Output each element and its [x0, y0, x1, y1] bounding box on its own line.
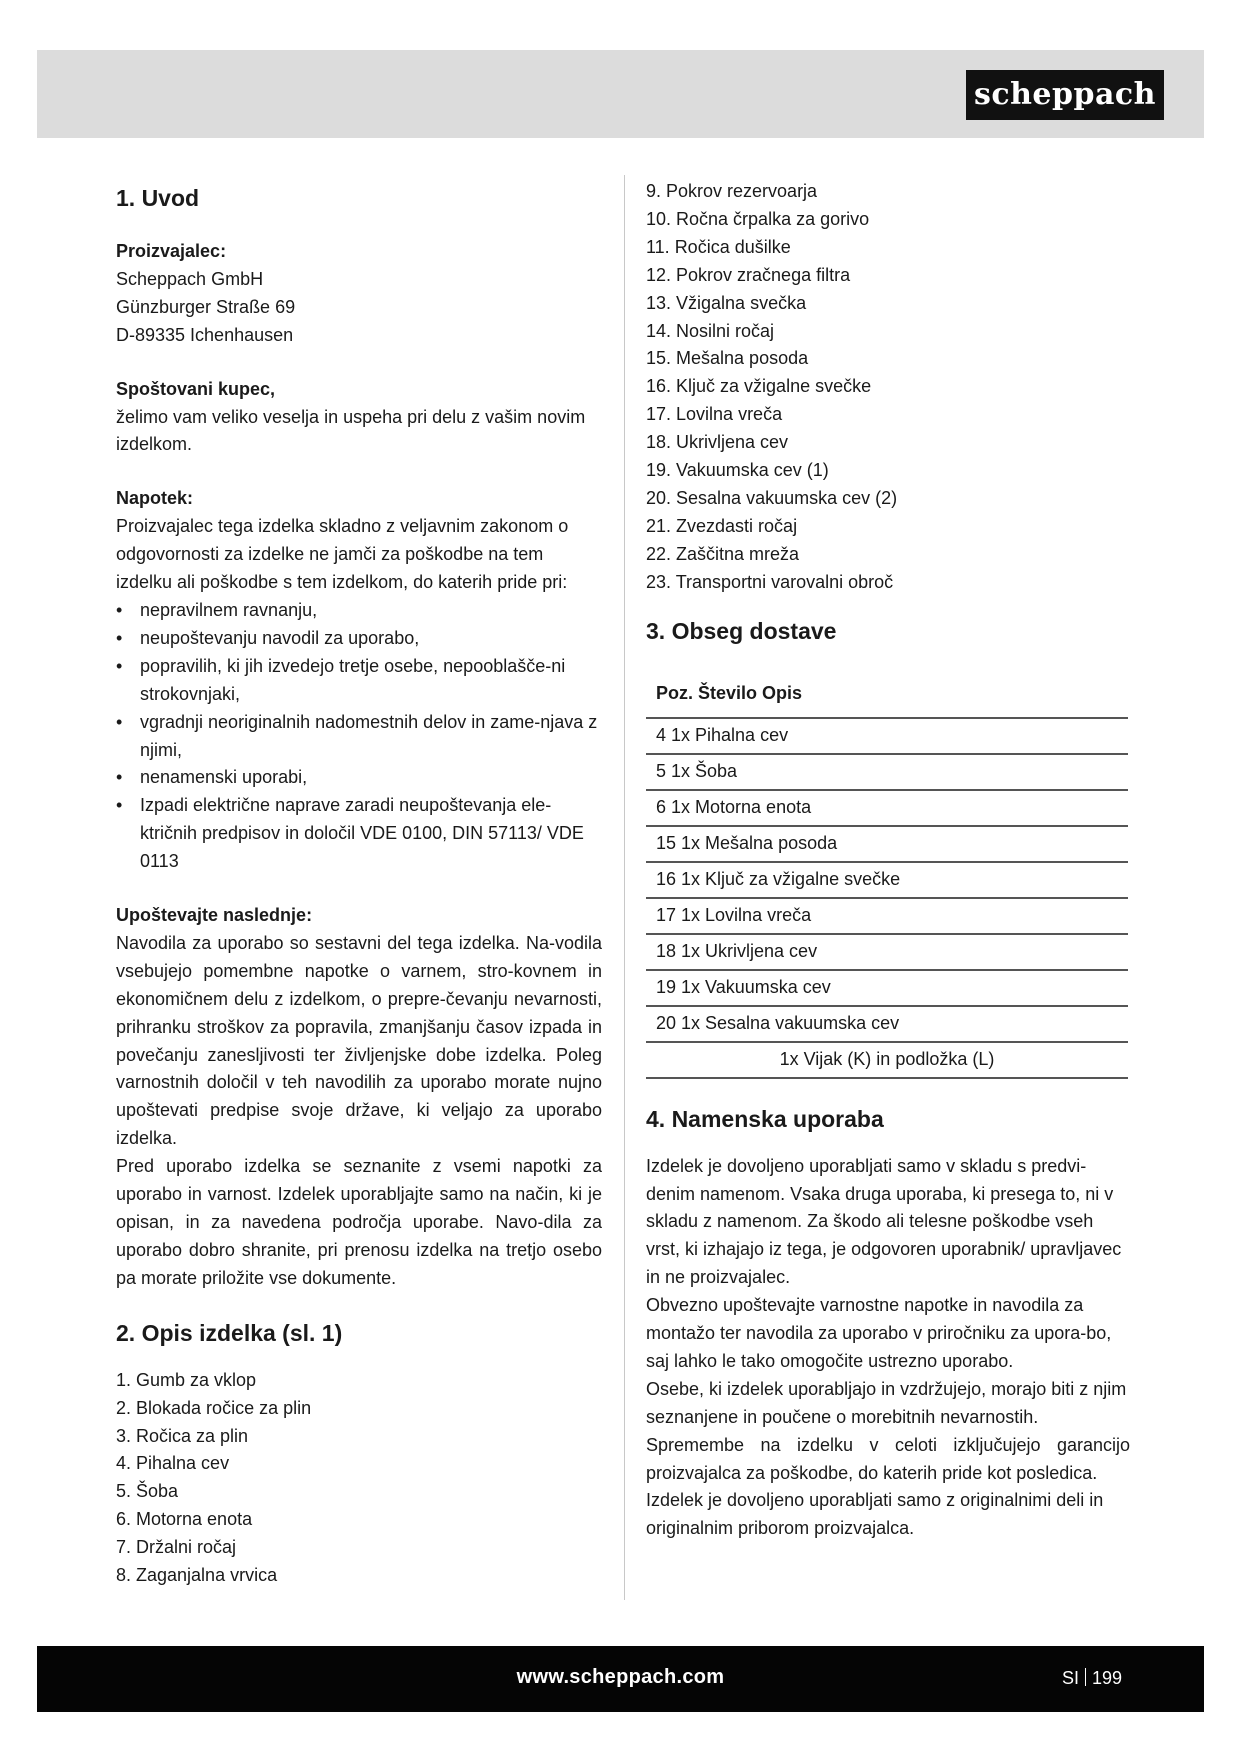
section-title-delivery: 3. Obseg dostave [646, 617, 837, 644]
table-cell: 18 1x Ukrivljena cev [646, 934, 1128, 970]
list-item: • neupoštevanju navodil za uporabo, [116, 625, 602, 653]
note-bullet-list [116, 597, 602, 876]
list-item: 12. Pokrov zračnega filtra [646, 264, 851, 285]
observe-text: Pred uporabo izdelka se seznanite z vsemi napotki za uporabo in varnost. Izdelek uporabljajte samo na način, ki je opisan, in za navedena področja uporabe. Navo-dila za uporabo dobro shranite, pri prenosu izdelka na tretjo osebo pa morate priložite vse dokumente. [116, 1156, 602, 1288]
table-cell: 15 1x Mešalna posoda [646, 826, 1128, 862]
list-item: • popravilih, ki jih izvedejo tretje osebe, nepooblašče-ni strokovnjaki, [116, 653, 602, 709]
usage-text: Izdelek je dovoljeno uporabljati samo v skladu s predvi-denim namenom. Vsaka druga uporaba, ki presega to, ni v skladu z namenom. Za škodo ali telesne poškodbe vseh vrst, ki izhajajo iz tega, je odgovoren uporabnik/ upravljavec in ne proizvajalec. [646, 1155, 1122, 1288]
usage-text: Spremembe na izdelku v celoti izključujejo garancijo proizvajalca za poškodbe, do katerih pride kot posledica. [646, 1434, 1130, 1483]
table-cell: 6 1x Motorna enota [646, 790, 1128, 826]
customer-text: želimo vam veliko veselja in uspeha pri delu z vašim novim izdelkom. [116, 406, 586, 455]
list-item: 2. Blokada ročice za plin [116, 1397, 312, 1418]
table-header-row [646, 671, 1128, 718]
table-cell: 1x Vijak (K) in podložka (L) [646, 1042, 1128, 1078]
table-row [646, 718, 1128, 754]
list-item: • nenamenski uporabi, [116, 764, 602, 792]
list-item: 6. Motorna enota [116, 1509, 253, 1530]
table-cell: 20 1x Sesalna vakuumska cev [646, 1006, 1128, 1042]
observe-text: Navodila za uporabo so sestavni del tega izdelka. Na-vodila vsebujejo pomembne napotke o varnem, stro-kovnem in ekonomičnem delu z izdelkom, o prepre-čevanju nevarnosti, prihranku stroškov za popravila, zmanjšanju časov izpada in povečanju zanesljivosti ter življenjske dobe izdelka. Poleg varnostnih določil v teh navodilih za uporabo morate nujno upoštevati predpise svoje države, ki veljajo za uporabo izdelka. [116, 932, 602, 1149]
observe-label: Upoštevajte naslednje: [116, 905, 313, 926]
list-item: 5. Šoba [116, 1481, 179, 1502]
table-cell: 4 1x Pihalna cev [646, 718, 1128, 754]
list-item: 16. Ključ za vžigalne svečke [646, 376, 872, 397]
page-separator [1085, 1668, 1086, 1686]
list-item: 9. Pokrov rezervoarja [646, 181, 818, 201]
manufacturer-line: D-89335 Ichenhausen [116, 324, 294, 345]
list-item: • vgradnji neoriginalnih nadomestnih delov in zame-njava z njimi, [116, 709, 602, 765]
note-label: Napotek: [116, 488, 194, 509]
list-item: 15. Mešalna posoda [646, 348, 809, 369]
section-title-usage: 4. Namenska uporaba [646, 1105, 884, 1132]
note-text: Proizvajalec tega izdelka skladno z veljavnim zakonom o odgovornosti za izdelke ne jamči za poškodbe na tem izdelku ali poškodbe s tem izdelkom, do katerih pride pri: [116, 516, 569, 593]
parts-list-right [646, 178, 1130, 597]
table-cell: 17 1x Lovilna vreča [646, 898, 1128, 934]
table-row [646, 754, 1128, 790]
table-row [646, 826, 1128, 862]
table-row [646, 1006, 1128, 1042]
table-row [646, 970, 1128, 1006]
manufacturer-line: Günzburger Straße 69 [116, 296, 296, 317]
table-cell: 5 1x Šoba [646, 754, 1128, 790]
language-code: SI [1061, 1668, 1079, 1688]
table-row [646, 898, 1128, 934]
list-item: 10. Ročna črpalka za gorivo [646, 208, 870, 229]
list-item: 13. Vžigalna svečka [646, 292, 807, 313]
table-row [646, 862, 1128, 898]
section-title-intro: 1. Uvod [116, 185, 200, 211]
customer-label: Spoštovani kupec, [116, 378, 276, 399]
page-indicator [1062, 1668, 1122, 1689]
list-item: 1. Gumb za vklop [116, 1369, 257, 1390]
list-item: 19. Vakuumska cev (1) [646, 460, 829, 481]
list-item: 11. Ročica dušilke [646, 236, 791, 257]
table-row [646, 1042, 1128, 1078]
table-cell: 16 1x Ključ za vžigalne svečke [646, 862, 1128, 898]
usage-text: Izdelek je dovoljeno uporabljati samo z originalnimi deli in originalnim priborom proizvajalca. [646, 1490, 1104, 1539]
list-item: • nepravilnem ravnanju, [116, 597, 602, 625]
list-item: 8. Zaganjalna vrvica [116, 1565, 278, 1586]
left-column [116, 178, 602, 1590]
manufacturer-line: Scheppach GmbH [116, 268, 264, 289]
list-item: 20. Sesalna vakuumska cev (2) [646, 487, 898, 508]
delivery-table [646, 671, 1128, 1079]
footer-band [37, 1646, 1204, 1712]
list-item: 7. Držalni ročaj [116, 1537, 237, 1558]
list-item: 14. Nosilni ročaj [646, 320, 775, 341]
table-row [646, 790, 1128, 826]
table-cell: 19 1x Vakuumska cev [646, 970, 1128, 1006]
usage-text: Osebe, ki izdelek uporabljajo in vzdržujejo, morajo biti z njim seznanjene in poučene o morebitnih nevarnostih. [646, 1378, 1127, 1427]
page-number: 199 [1091, 1668, 1122, 1688]
usage-text: Obvezno upoštevajte varnostne napotke in navodila za montažo ter navodila za uporabo v priročniku za upora-bo, saj lahko le tako omogočite ustrezno uporabo. [646, 1295, 1112, 1371]
parts-list-left [116, 1367, 602, 1590]
list-item: 23. Transportni varovalni obroč [646, 571, 894, 592]
manufacturer-label: Proizvajalec: [116, 241, 227, 261]
scheppach-logo: scheppach [966, 70, 1164, 120]
list-item: 3. Ročica za plin [116, 1425, 249, 1446]
list-item: • Izpadi električne naprave zaradi neupoštevanja ele-ktričnih predpisov in določil VDE 0100, DIN 57113/ VDE 0113 [116, 792, 602, 876]
website-link[interactable]: www.scheppach.com [516, 1666, 725, 1688]
list-item: 21. Zvezdasti ročaj [646, 515, 798, 536]
right-column [646, 178, 1130, 1543]
table-header: Poz. Število Opis [646, 671, 1128, 718]
section-title-description: 2. Opis izdelka (sl. 1) [116, 1319, 343, 1346]
list-item: 22. Zaščitna mreža [646, 543, 800, 564]
column-divider [624, 175, 625, 1600]
list-item: 17. Lovilna vreča [646, 404, 783, 425]
header-band [37, 50, 1204, 138]
list-item: 4. Pihalna cev [116, 1453, 230, 1474]
table-row [646, 934, 1128, 970]
list-item: 18. Ukrivljena cev [646, 432, 789, 453]
